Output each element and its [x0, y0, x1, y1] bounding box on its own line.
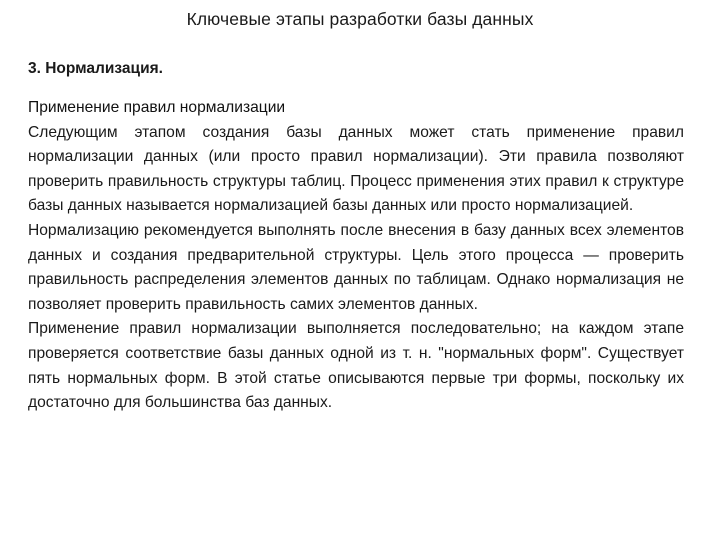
page-title: Ключевые этапы разработки базы данных — [186, 9, 534, 29]
paragraph: Нормализацию рекомендуется выполнять после внесения в базу данных всех элементов данных и создания предварительной структуры. Цель этого процесса — проверить правильность распределения элементов данных по таблицам. Однако нормализация не позволяет проверить правильность самих элементов данных. — [28, 221, 684, 313]
paragraph: Применение правил нормализации выполняется последовательно; на каждом этапе проверяется соответствие базы данных одной из т. н. "нормальных форм". Существует пять нормальных форм. В этой статье описываются первые три формы, поскольку их достаточно для большинства баз данных. — [28, 320, 684, 412]
section-heading: 3. Нормализация. — [28, 60, 163, 77]
body-text — [28, 96, 684, 416]
paragraph: Следующим этапом создания базы данных может стать применение правил нормализации данных (или просто правил нормализации). Эти правила позволяют проверить правильность структуры таблиц. Процесс применения этих правил к структуре базы данных называется нормализацией базы данных или просто нормализацией. — [28, 123, 684, 215]
subsection-title: Применение правил нормализации — [28, 99, 286, 116]
